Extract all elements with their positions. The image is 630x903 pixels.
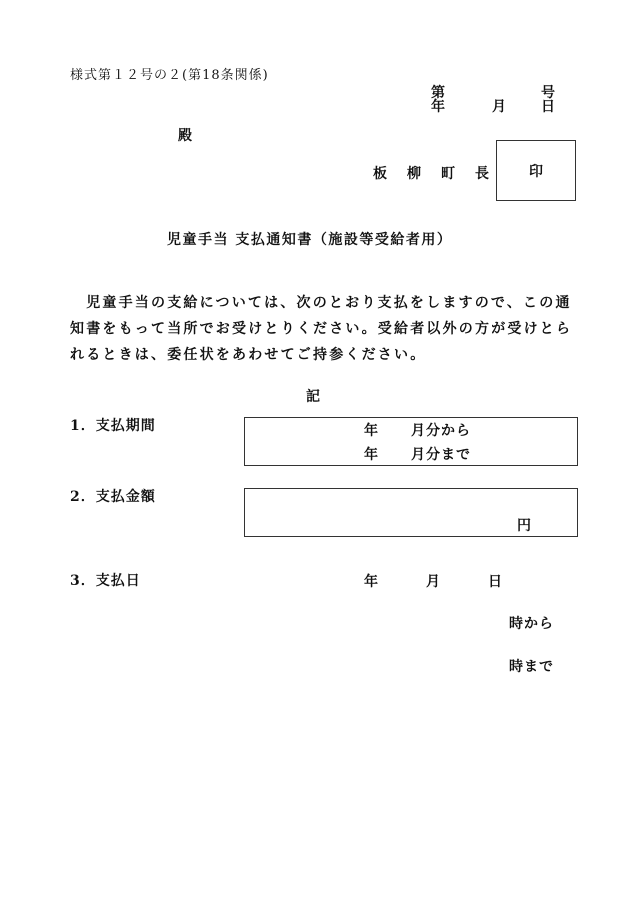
period-from-year: 年 (364, 423, 378, 439)
issuer-name: 板 柳 町 長 (373, 166, 492, 182)
payment-date-label: 3．支払日 (70, 573, 141, 589)
payment-date-day: 日 (488, 574, 502, 590)
amount-label: 2．支払金額 (70, 489, 156, 505)
payment-date-month: 月 (426, 574, 440, 590)
form-number: 様式第１２号の２(第18条関係) (70, 68, 269, 83)
seal-box (496, 140, 576, 201)
issue-number-suffix: 号 (541, 85, 555, 101)
body-line: 知書をもって当所でお受けとりください。受給者以外の方が受けとら (70, 321, 573, 337)
issue-number-prefix: 第 (431, 85, 445, 101)
payment-date-year: 年 (364, 574, 378, 590)
body-paragraph (70, 290, 573, 368)
amount-unit: 円 (517, 518, 531, 534)
payment-time-from: 時から (509, 616, 554, 632)
issue-date-day: 日 (541, 99, 555, 115)
payment-time-to: 時まで (509, 659, 554, 675)
body-line: れるときは、委任状をあわせてご持参ください。 (70, 347, 427, 363)
issue-date-month: 月 (492, 99, 506, 115)
seal-label: 印 (529, 163, 543, 180)
issue-date-year: 年 (431, 99, 445, 115)
period-from-month: 月分から (411, 423, 471, 439)
document-title: 児童手当 支払通知書（施設等受給者用） (167, 232, 453, 248)
period-to-year: 年 (364, 447, 378, 463)
ki-marker: 記 (306, 389, 320, 405)
period-label: 1．支払期間 (70, 418, 156, 434)
period-to-month: 月分まで (411, 447, 471, 463)
addressee-honorific: 殿 (178, 128, 192, 144)
body-line: 児童手当の支給については、次のとおり支払をしますので、この通 (70, 295, 572, 311)
